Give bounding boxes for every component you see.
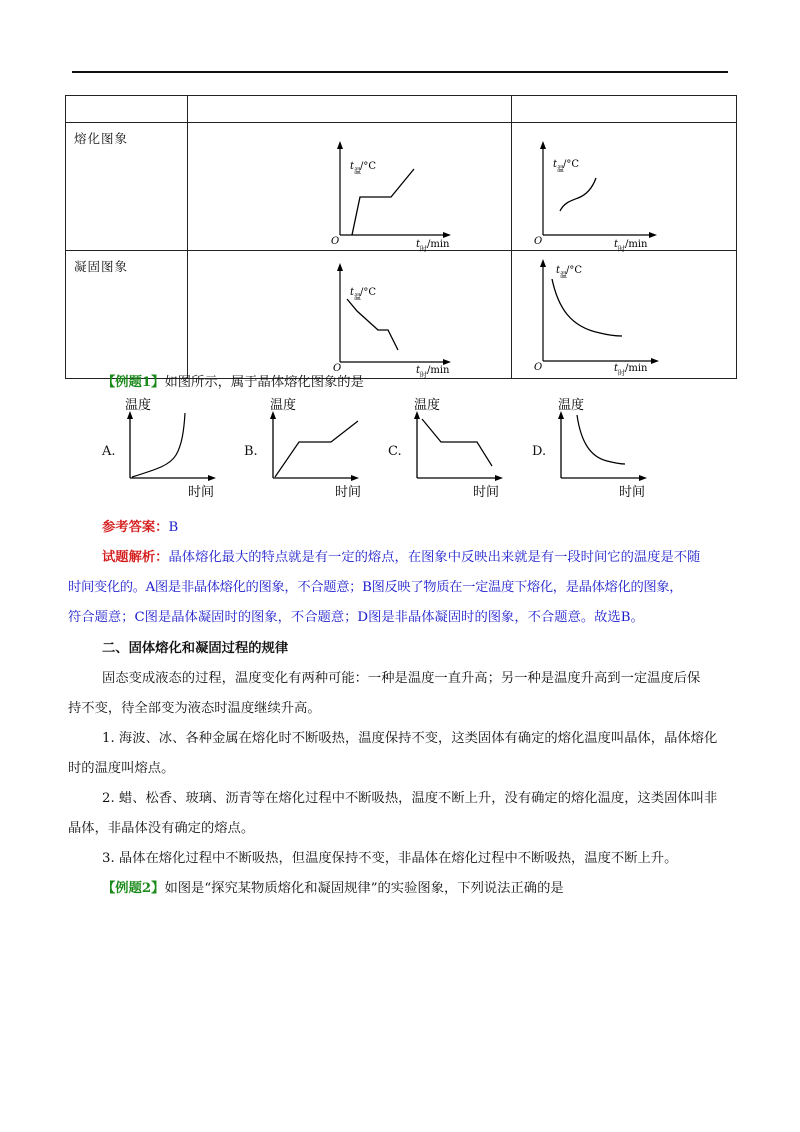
choice-d-graph <box>549 395 659 500</box>
header-cell-1 <box>66 96 188 123</box>
x-axis-label: 时间 <box>335 485 362 500</box>
analysis-line-2: 时间变化的。A图是非晶体熔化的图象，不合题意；B图反映了物质在一定温度下熔化，是晶体熔化的图象， <box>68 580 683 595</box>
y-axis-label: 温度 <box>414 398 441 413</box>
time-axis-unit: /min <box>625 363 648 374</box>
row-label-melting: 熔化图象 <box>66 123 188 251</box>
amorphous-melting-graph <box>512 123 736 253</box>
amorphous-solidifying-graph <box>512 251 736 377</box>
example1-question: 【例题1】如图所示，属于晶体熔化图象的是 <box>102 375 364 390</box>
temp-axis-sub: 温 <box>354 293 361 301</box>
choice-c-label: C. <box>388 444 402 459</box>
temp-axis-unit: /°C <box>360 161 377 172</box>
temp-axis-unit: /°C <box>566 265 583 276</box>
example2-question: 【例题2】如图是“探究某物质熔化和凝固规律”的实验图象，下列说法正确的是 <box>102 881 564 896</box>
crystal-melting-graph-cell <box>188 123 512 251</box>
section2-p1-a: 1. 海波、冰、各种金属在熔化时不断吸热，温度保持不变，这类固体有确定的熔化温度叫晶体，晶体熔化 <box>102 731 718 746</box>
choice-d-label: D. <box>532 444 547 459</box>
time-axis-label: t <box>416 365 421 376</box>
temp-axis-sub: 温 <box>557 165 564 173</box>
answer-line <box>102 516 178 535</box>
temp-axis-label: t <box>553 159 558 170</box>
example2-tag: 【例题2】 <box>102 881 165 896</box>
origin-label: O <box>333 363 342 374</box>
choice-b-graph <box>261 395 371 500</box>
time-axis-sub: 时 <box>420 371 427 379</box>
answer-value: B <box>168 520 179 535</box>
temp-axis-sub: 温 <box>560 271 567 279</box>
origin-label: O <box>534 362 543 373</box>
top-rule <box>72 71 728 73</box>
x-axis-label: 时间 <box>473 485 500 500</box>
time-axis-sub: 时 <box>618 245 625 253</box>
origin-label: O <box>331 236 340 247</box>
temp-axis-sub: 温 <box>354 167 361 175</box>
y-axis-label: 温度 <box>270 398 297 413</box>
section2-p2-b: 晶体，非晶体没有确定的熔点。 <box>68 821 255 836</box>
section2-heading: 二、固体熔化和凝固过程的规律 <box>102 641 289 656</box>
section2-p2-a: 2. 蜡、松香、玻璃、沥青等在熔化过程中不断吸热，温度不断上升，没有确定的熔化温度，这类固体叫非 <box>102 791 718 806</box>
answer-label: 参考答案： <box>102 520 169 535</box>
section2-p3: 3. 晶体在熔化过程中不断吸热，但温度保持不变，非晶体在熔化过程中不断吸热，温度不断上升。 <box>102 851 678 866</box>
section2-intro-2: 持不变，待全部变为液态时温度继续升高。 <box>68 701 321 716</box>
header-cell-2 <box>188 96 512 123</box>
amorphous-solidifying-graph-cell <box>512 251 737 379</box>
temp-axis-label: t <box>556 265 561 276</box>
temp-axis-unit: /°C <box>360 287 377 298</box>
time-axis-sub: 时 <box>618 369 625 377</box>
analysis-line-1: 试题解析：晶体熔化最大的特点就是有一定的熔点，在图象中反映出来就是有一段时间它的温度是不随 <box>102 550 701 565</box>
time-axis-unit: /min <box>625 239 648 250</box>
comparison-table <box>65 95 737 379</box>
analysis-label: 试题解析： <box>102 550 169 565</box>
amorphous-melting-graph-cell <box>512 123 737 251</box>
time-axis-unit: /min <box>427 365 450 376</box>
section2-intro-1: 固态变成液态的过程，温度变化有两种可能：一种是温度一直升高；另一种是温度升高到一定温度后保 <box>102 671 701 686</box>
header-cell-3 <box>512 96 737 123</box>
section2-p1-b: 时的温度叫熔点。 <box>68 761 175 776</box>
temp-axis-label: t <box>350 287 355 298</box>
crystal-melting-graph <box>188 123 511 253</box>
y-axis-label: 温度 <box>125 398 152 413</box>
crystal-solidifying-graph-cell <box>188 251 512 379</box>
time-axis-unit: /min <box>427 239 450 250</box>
temp-axis-label: t <box>350 161 355 172</box>
choice-a-label: A. <box>102 444 116 459</box>
choice-a-graph <box>118 395 228 500</box>
time-axis-label: t <box>614 363 619 374</box>
choice-c-graph <box>405 395 515 500</box>
time-axis-label: t <box>416 239 421 250</box>
choice-b-label: B. <box>244 444 258 459</box>
crystal-solidifying-graph <box>188 251 511 379</box>
origin-label: O <box>534 236 543 247</box>
temp-axis-unit: /°C <box>563 159 580 170</box>
row-label-solidifying: 凝固图象 <box>66 251 188 379</box>
x-axis-label: 时间 <box>188 485 215 500</box>
x-axis-label: 时间 <box>619 485 646 500</box>
example1-tag: 【例题1】 <box>102 375 165 390</box>
time-axis-sub: 时 <box>420 245 427 253</box>
analysis-line-3: 符合题意；C图是晶体凝固时的图象，不合题意；D图是非晶体凝固时的图象，不合题意。故选B。 <box>68 610 644 625</box>
time-axis-label: t <box>614 239 619 250</box>
y-axis-label: 温度 <box>558 398 585 413</box>
